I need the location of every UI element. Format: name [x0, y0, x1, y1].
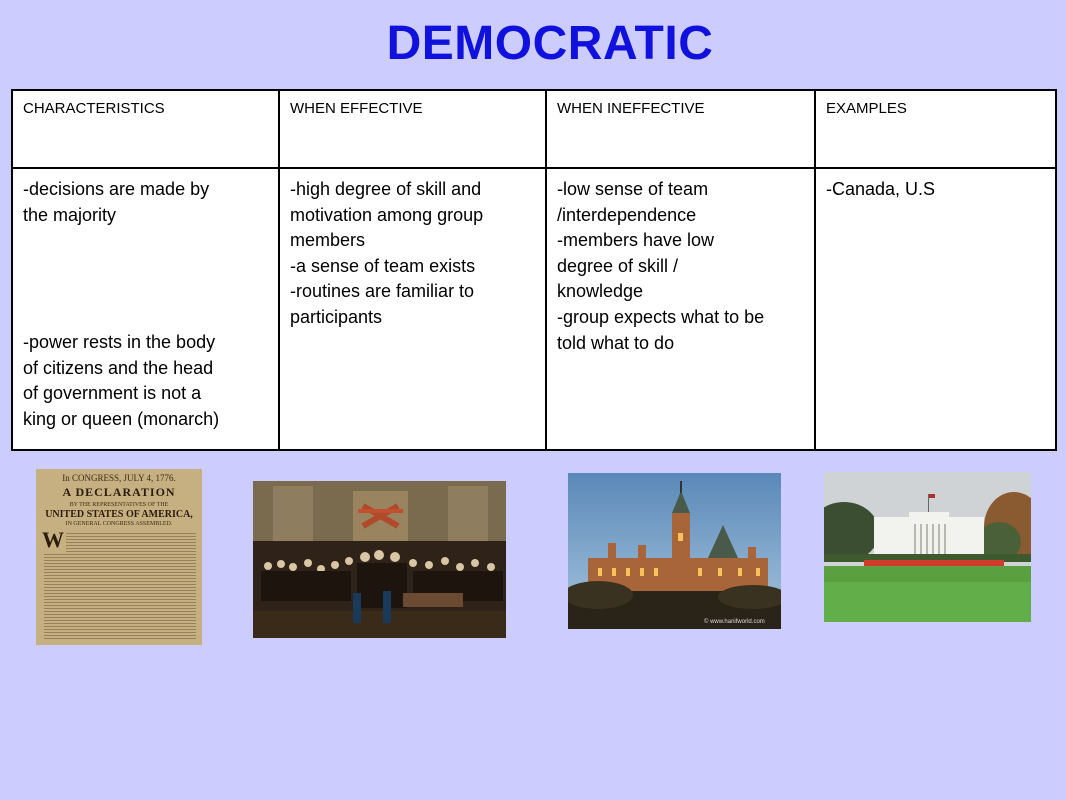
cell-line: of citizens and the head [23, 357, 214, 378]
declaration-image [36, 469, 202, 645]
when-effective-cell [279, 168, 546, 450]
cell-line: /interdependence [557, 204, 697, 225]
declaration-body-text [44, 531, 196, 639]
cell-line: members [290, 230, 366, 251]
declaration-congress: IN GENERAL CONGRESS ASSEMBLED. [65, 521, 173, 527]
cell-line: king or queen (monarch) [23, 408, 220, 429]
signing-painting-image [253, 481, 506, 638]
cell-line: -routines are familiar to [290, 281, 475, 302]
leadership-table [11, 89, 1057, 451]
signing-painting-graphic [253, 481, 506, 638]
cell-line: -decisions are made by [23, 179, 210, 199]
cell-line: of government is not a [23, 383, 202, 404]
examples-cell [815, 168, 1056, 450]
parliament-watermark: © www.hanifworld.com [704, 619, 765, 625]
cell-line: -members have low [557, 230, 715, 251]
declaration-subline: BY THE REPRESENTATIVES OF THE [69, 502, 169, 508]
white-house-graphic [824, 472, 1031, 622]
header-characteristics: CHARACTERISTICS [12, 90, 279, 168]
table-row [12, 168, 1056, 450]
cell-line: motivation among group [290, 204, 484, 225]
declaration-title: A DECLARATION [62, 485, 176, 499]
white-house-image [824, 472, 1031, 622]
slide-title: DEMOCRATIC [386, 17, 714, 70]
header-when-effective: WHEN EFFECTIVE [279, 90, 546, 168]
header-examples: EXAMPLES [815, 90, 1056, 168]
cell-line: -group expects what to be [557, 306, 765, 327]
parliament-graphic [568, 473, 781, 629]
when-ineffective-cell [546, 168, 815, 450]
parliament-image [568, 473, 781, 629]
cell-line: degree of skill / [557, 255, 679, 276]
cell-spacer [23, 228, 268, 330]
declaration-states: UNITED STATES OF AMERICA, [45, 509, 193, 520]
cell-line: told what to do [557, 332, 675, 353]
characteristics-cell [12, 168, 279, 450]
cell-line: -power rests in the body [23, 332, 216, 353]
cell-line: -high degree of skill and [290, 179, 482, 199]
declaration-heading: In CONGRESS, JULY 4, 1776. [62, 473, 176, 483]
cell-line: participants [290, 306, 383, 327]
header-when-ineffective: WHEN INEFFECTIVE [546, 90, 815, 168]
cell-line: knowledge [557, 281, 644, 302]
table-header-row [12, 90, 1056, 168]
declaration-initial: W [42, 527, 64, 552]
cell-line: -low sense of team [557, 179, 709, 199]
cell-line: -a sense of team exists [290, 255, 476, 276]
cell-line: -Canada, U.S [826, 179, 936, 199]
cell-line: the majority [23, 204, 117, 225]
